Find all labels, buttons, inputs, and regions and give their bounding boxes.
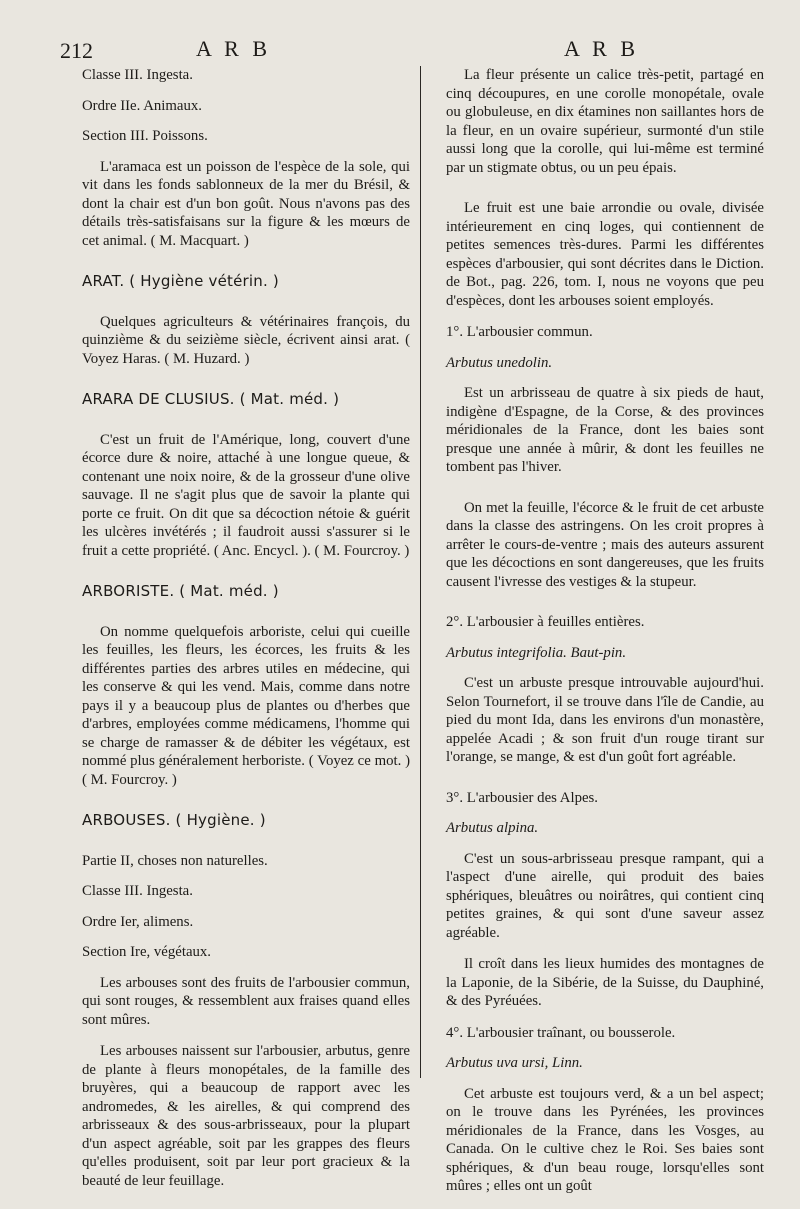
paragraph-species-1a: Est un arbrisseau de quatre à six pieds de haut, indigène d'Espagne, de la Corse, & des provinces méridionales de la France, dont les baies sont presque une année à mûrir, & dont les feuilles ne tombent pas l'hiver. [446, 385, 764, 475]
paragraph-species-3a: C'est un sous-arbrisseau presque rampant, qui a l'aspect d'une airelle, qui produit des baies sphériques, bleuâtres ou noirâtres, qui contient cinq petites graines, & qui sont d'une saveur assez agréable. [446, 850, 764, 941]
species-title-1: 1°. L'arbousier commun. [446, 324, 593, 340]
running-title-right: A R B [564, 36, 640, 61]
column-divider [420, 66, 421, 1078]
classification-line: Section Ire, végétaux. [82, 944, 212, 960]
entry-title-arara: ARARA DE CLUSIUS. ( Mat. méd. ) [82, 390, 340, 408]
running-title-left: A R B [196, 36, 272, 61]
paragraph-arat: Quelques agriculteurs & vétérinaires françois, du quinzième & du seizième siècle, écrivent ainsi arat. ( Voyez Haras. ( M. Huzard. ) [82, 313, 410, 367]
classification-line: Partie II, choses non naturelles. [82, 852, 268, 869]
page-number: 212 [60, 38, 93, 63]
paragraph-arbouses-1: Les arbouses sont des fruits de l'arbousier commun, qui sont rouges, & ressemblent aux fraises quand elles sont mûres. [82, 974, 410, 1028]
paragraph-species-4: Cet arbuste est toujours verd, & a un bel aspect; on le trouve dans les Pyrénées, les provinces méridionales de la France, dans les Vosges, au Canada. On le cultive chez le Roi. Ses baies sont sphériques, & d'un beau rouge, lorsqu'elles sont mûres ; elles ont un goût [446, 1085, 764, 1194]
paragraph-species-1b: On met la feuille, l'écorce & le fruit de cet arbuste dans la classe des astringens. On les croit propres à arrêter le cours-de-ventre ; mais des auteurs assurent que les décoctions en sont dangereuses, que les fruits causent l'ivresse des vestiges & la stupeur. [446, 499, 764, 590]
right-column [446, 66, 764, 1209]
paragraph-arboriste: On nomme quelquefois arboriste, celui qui cueille les feuilles, les fleurs, les écorces, les fruits & les différentes parties des arbres utiles en médecine, qui les conserve & qui les vend. Mais, comme dans notre pays il y a beaucoup plus de plantes ou d'herbes que d'arbres, employées comme médicamens, l'homme qui se charge de ramasser & de débiter les végétaux, est nommé plus généralement herboriste. ( Voyez ce mot. ) ( M. Fourcroy. ) [82, 623, 410, 788]
classification-line: Classe III. Ingesta. [82, 883, 193, 899]
paragraph-aramaca: L'aramaca est un poisson de l'espèce de la sole, qui vit dans les fonds sablonneux de la mer du Brésil, & dont la chair est d'un bon goût. Nous n'avons pas des détails très-satisfaisans sur la figure & les mœurs de cet animal. ( M. Macquart. ) [82, 158, 410, 249]
species-title-3: 3°. L'arbousier des Alpes. [446, 789, 599, 806]
entry-title-arboriste: ARBORISTE. ( Mat. méd. ) [82, 582, 279, 600]
species-latin-3: Arbutus alpina. [446, 820, 539, 836]
species-title-2: 2°. L'arbousier à feuilles entières. [446, 614, 645, 630]
species-latin-1: Arbutus unedolin. [446, 354, 553, 371]
paragraph-species-2: C'est un arbuste presque introuvable aujourd'hui. Selon Tournefort, il se trouve dans l'île de Candie, au pied du mont Ida, dans les environs d'un monastère, appelée Acadi ; & son fruit d'un rouge tirant sur l'orange, se mange, & est d'un goût fort agréable. [446, 675, 764, 765]
classification-line: Ordre IIe. Animaux. [82, 97, 202, 114]
entry-title-arat: ARAT. ( Hygiène vétérin. ) [82, 272, 279, 290]
species-title-4: 4°. L'arbousier traînant, ou bousserole. [446, 1024, 676, 1041]
species-latin-2: Arbutus integrifolia. Baut-pin. [446, 644, 627, 661]
paragraph-fleur: La fleur présente un calice très-petit, partagé en cinq découpures, en une corolle monopétale, ovale ou globuleuse, en dix étamines non saillantes hors de la fleur, en un ovaire supérieur, surmonté d'un stile aussi long que la corolle, qui lui-même est terminé par un stigmate obtus, ou un peu épais. [446, 67, 764, 176]
classification-line: Section III. Poissons. [82, 128, 208, 144]
paragraph-species-3b: Il croît dans les lieux humides des montagnes de la Laponie, de la Sibérie, de la Suisse, du Dauphiné, & des Pyréuées. [446, 956, 764, 1009]
entry-title-arbouses: ARBOUSES. ( Hygiène. ) [82, 811, 266, 829]
left-column [82, 66, 410, 1203]
classification-line: Classe III. Ingesta. [82, 67, 193, 83]
paragraph-arara: C'est un fruit de l'Amérique, long, couvert d'une écorce dure & noire, attaché à une longue queue, & contenant une noix noire, & de la grosseur d'une olive sauvage. Il ne s'agit plus que de savoir la plante qui porte ce fruit. On dit que sa décoction nétoie & guérit les ulcères invétérés ; il faudroit aussi s'assurer si le fruit a cette propriété. ( Anc. Encycl. ). ( M. Fourcroy. ) [82, 431, 410, 559]
classification-line: Ordre Ier, alimens. [82, 913, 194, 930]
paragraph-arbouses-2: Les arbouses naissent sur l'arbousier, arbutus, genre de plante à fleurs monopétales, de la famille des bruyères, qui a beaucoup de rapport avec les andromedes, & les airelles, & qui comprend des arbrisseaux & des sous-arbrisseaux, pour la plupart d'un aspect agréable, soit par les grappes des fleurs qu'elles produisent, soit par leur port gracieux & la beauté de leur feuillage. [82, 1043, 410, 1189]
paragraph-fruit: Le fruit est une baie arrondie ou ovale, divisée intérieurement en cinq loges, qui contiennent de petites semences très-dures. Parmi les différentes espèces d'arbousier, qui sont décrites dans le Diction. de Bot., pag. 226, tom. I, nous ne voyons que peu d'espèces, dont les arbouses soient employés. [446, 200, 764, 309]
species-latin-4: Arbutus uva ursi, Linn. [446, 1055, 583, 1071]
